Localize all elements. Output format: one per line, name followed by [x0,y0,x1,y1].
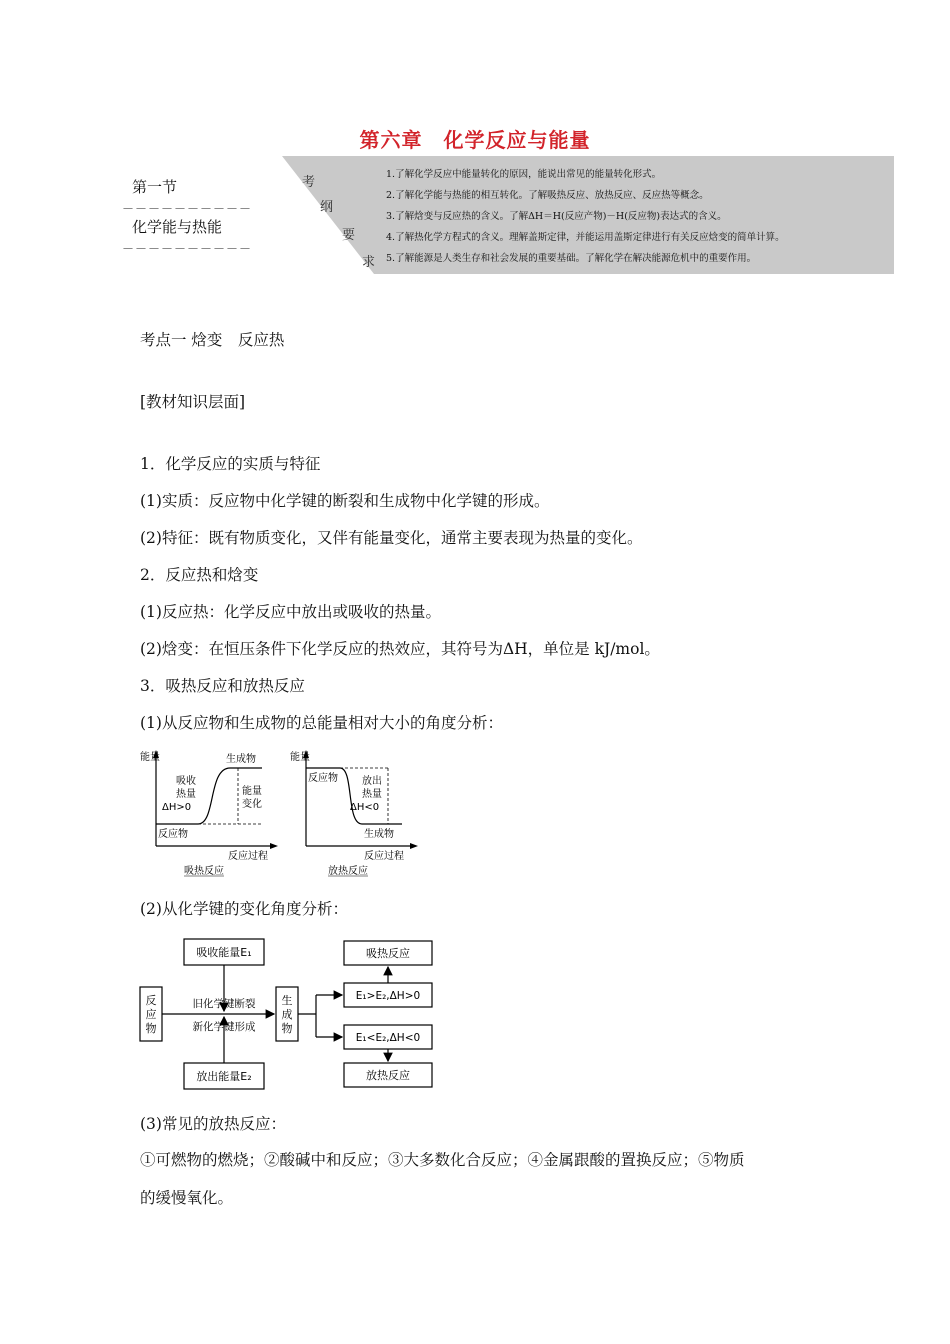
product-char: 生 [281,994,293,1007]
paragraph: 3．吸热反应和放热反应 [140,677,305,695]
diagram-caption: 放热反应 [328,866,368,877]
release-energy-label: 放出能量E₂ [196,1070,252,1083]
paragraph: 的缓慢氧化。 [140,1189,234,1207]
y-axis-label: 能量 [290,752,310,763]
products-label: 生成物 [364,829,394,840]
heat-label: 放出 [362,776,382,787]
absorb-energy-label: 吸收能量E₁ [196,946,252,959]
reactant-char: 物 [145,1022,157,1035]
requirement-item: 4.了解热化学方程式的含义。理解盖斯定律，并能运用盖斯定律进行有关反应焓变的简单计算。 [386,232,785,243]
requirement-item: 5.了解能源是人类生存和社会发展的重要基础。了解化学在解决能源危机中的重要作用。 [386,253,757,264]
requirements-banner [282,156,894,274]
paragraph: 1．化学反应的实质与特征 [140,455,321,473]
x-axis-label: 反应过程 [228,851,268,862]
reactant-char: 应 [145,1008,157,1021]
paragraph: (2)焓变：在恒压条件下化学反应的热效应，其符号为ΔH，单位是 kJ/mol。 [140,640,660,658]
point-title: 考点一 焓变 反应热 [140,331,285,349]
paragraph: (1)反应热：化学反应中放出或吸收的热量。 [140,603,441,621]
condition-exothermic-label: E₁<E₂,ΔH<0 [355,1032,421,1044]
chapter-title: 第六章 化学反应与能量 [359,128,591,152]
subheading: [教材知识层面] [140,393,246,411]
requirement-item: 1.了解化学反应中能量转化的原因，能说出常见的能量转化形式。 [386,169,662,180]
requirement-item: 3.了解焓变与反应热的含义。了解ΔH＝H(反应产物)－H(反应物)表达式的含义。 [386,211,727,222]
exothermic-energy-diagram [288,742,418,882]
product-char: 物 [281,1022,293,1035]
heat-label: 热量 [176,789,196,800]
paragraph: (2)从化学键的变化角度分析： [140,900,348,918]
endothermic-result-label: 吸热反应 [366,947,410,960]
energy-change-label: 能量 [242,786,262,797]
exothermic-result-label: 放热反应 [366,1069,410,1082]
products-label: 生成物 [226,754,256,765]
section-name: 化学能与热能 [132,218,223,236]
bond-break-label: 旧化学键断裂 [192,998,256,1010]
delta-h-label: ΔH<0 [350,802,380,813]
bond-change-flow-diagram [138,935,438,1091]
reactants-label: 反应物 [158,829,188,840]
paragraph: (2)特征：既有物质变化，又伴有能量变化，通常主要表现为热量的变化。 [140,529,643,547]
req-label-char: 考 [302,175,316,190]
heat-label: 热量 [362,789,382,800]
section-dash-line-2: －－－－－－－－－－ [122,242,253,256]
endothermic-energy-diagram [138,742,278,882]
product-char: 成 [281,1008,293,1021]
condition-endothermic-label: E₁>E₂,ΔH>0 [355,990,421,1002]
req-label-char: 纲 [320,200,334,215]
requirement-item: 2.了解化学能与热能的相互转化。了解吸热反应、放热反应、反应热等概念。 [386,190,709,201]
bond-form-label: 新化学键形成 [192,1021,256,1033]
diagram-caption: 吸热反应 [184,866,224,877]
delta-h-label: ΔH>0 [162,802,192,813]
y-axis-label: 能量 [140,752,160,763]
paragraph: (1)实质：反应物中化学键的断裂和生成物中化学键的形成。 [140,492,550,510]
section-dash-line: －－－－－－－－－－ [122,202,253,216]
reactant-char: 反 [145,994,157,1007]
req-label-char: 求 [362,255,376,270]
req-label-char: 要 [342,228,356,243]
paragraph: ①可燃物的燃烧；②酸碱中和反应；③大多数化合反应；④金属跟酸的置换反应；⑤物质 [140,1151,745,1169]
paragraph: (3)常见的放热反应： [140,1115,286,1133]
energy-change-label: 变化 [242,799,262,810]
section-number: 第一节 [132,178,178,196]
heat-label: 吸收 [176,776,196,787]
paragraph: 2．反应热和焓变 [140,566,259,584]
x-axis-label: 反应过程 [364,851,404,862]
paragraph: (1)从反应物和生成物的总能量相对大小的角度分析： [140,714,503,732]
reactants-label: 反应物 [308,773,338,784]
